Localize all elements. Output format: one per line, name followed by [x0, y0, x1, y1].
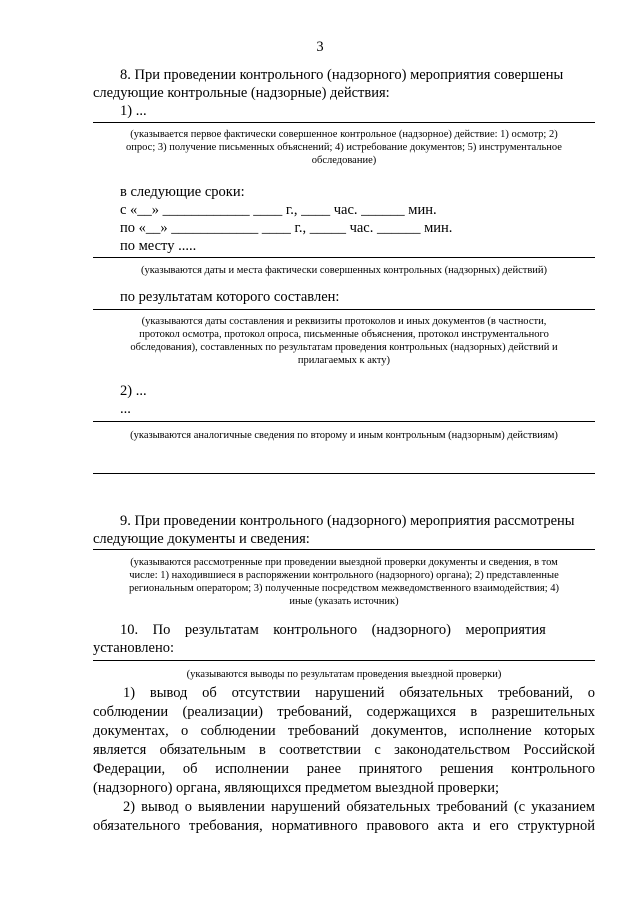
hint-note-1-line2: опрос; 3) получение письменных объяснений; 4) истребование документов; 5) инструментальное [126, 142, 562, 153]
fill-line [93, 309, 595, 310]
hint-note-5-line2: числе: 1) находившиеся в распоряжении контрольного (надзорного) органа); 2) представленные [129, 570, 559, 581]
hint-note-5-line1: (указываются рассмотренные при проведении выездной проверки документы и сведения, в том [130, 557, 558, 568]
conclusion-1-line2: соблюдении (реализации) требований, содержащихся в разрешительных [93, 704, 595, 720]
section-9-heading-line1: 9. При проведении контрольного (надзорного) мероприятия рассмотрены [120, 513, 575, 529]
terms-label: в следующие сроки: [120, 184, 245, 200]
section-8-heading-line2: следующие контрольные (надзорные) действия: [93, 85, 390, 101]
action-item-1: 1) ... [120, 103, 147, 119]
page-number: 3 [316, 39, 324, 55]
hint-note-6: (указываются выводы по результатам проведения выездной проверки) [186, 669, 502, 680]
hint-note-1-line1: (указывается первое фактически совершенное контрольное (надзорное) действие: 1) осмотр; 2) [130, 129, 558, 140]
conclusion-2-line1: 2) вывод о выявлении нарушений обязательных требований (с указанием [123, 799, 595, 815]
fill-line [93, 549, 595, 550]
section-10-heading-line1: 10. По результатам контрольного (надзорного) мероприятия [120, 622, 546, 638]
fill-line [93, 421, 595, 422]
fill-line [93, 257, 595, 258]
terms-from-line: с «__» ____________ ____ г., ____ час. ______ мин. [120, 202, 437, 218]
hint-note-3-line3: обследования), составленных по результатам проведения контрольных (надзорных) действий и [130, 342, 558, 353]
hint-note-3-line1: (указываются даты составления и реквизиты протоколов и иных документов (в частности, [141, 316, 547, 327]
conclusion-1-line1: 1) вывод об отсутствии нарушений обязательных требований, о [123, 685, 595, 701]
place-line: по месту ..... [120, 238, 197, 254]
hint-note-2: (указываются даты и места фактически совершенных контрольных (надзорных) действий) [140, 265, 548, 276]
hint-note-1-line3: обследование) [311, 155, 377, 166]
conclusion-1-line4: является обязательным в соответствии с законодательством Российской [93, 742, 595, 758]
fill-line [93, 473, 595, 474]
conclusion-1-line3: документах, о соблюдении требований документов, исполнение которых [93, 723, 595, 739]
terms-to-line: по «__» ____________ ____ г., _____ час. ______ мин. [120, 220, 453, 236]
hint-note-5-line4: иные (указать источник) [289, 596, 399, 607]
section-9-heading-line2: следующие документы и сведения: [93, 531, 310, 547]
hint-note-3-line4: прилагаемых к акту) [297, 355, 391, 366]
fill-line [93, 122, 595, 123]
section-10-heading-line2: установлено: [93, 640, 175, 656]
action-item-2: 2) ... [120, 383, 147, 399]
fill-line [93, 660, 595, 661]
conclusion-2-line2: обязательного требования, нормативного правового акта и его структурной [93, 818, 595, 834]
action-item-more: ... [120, 401, 131, 417]
conclusion-1-line6: (надзорного) органа, являющихся предметом выездной проверки; [93, 780, 500, 796]
conclusion-1-line5: Федерации, об исполнении ранее принятого решения контрольного [93, 761, 595, 777]
hint-note-4: (указываются аналогичные сведения по второму и иным контрольным (надзорным) действиям) [130, 430, 558, 441]
result-label: по результатам которого составлен: [120, 289, 340, 305]
hint-note-5-line3: региональным оператором; 3) полученные посредством межведомственного взаимодействия; 4) [128, 583, 560, 594]
section-8-heading-line1: 8. При проведении контрольного (надзорного) мероприятия совершены [120, 67, 564, 83]
hint-note-3-line2: протокол осмотра, протокол опроса, письменные объяснения, протокол инструментального [139, 329, 549, 340]
